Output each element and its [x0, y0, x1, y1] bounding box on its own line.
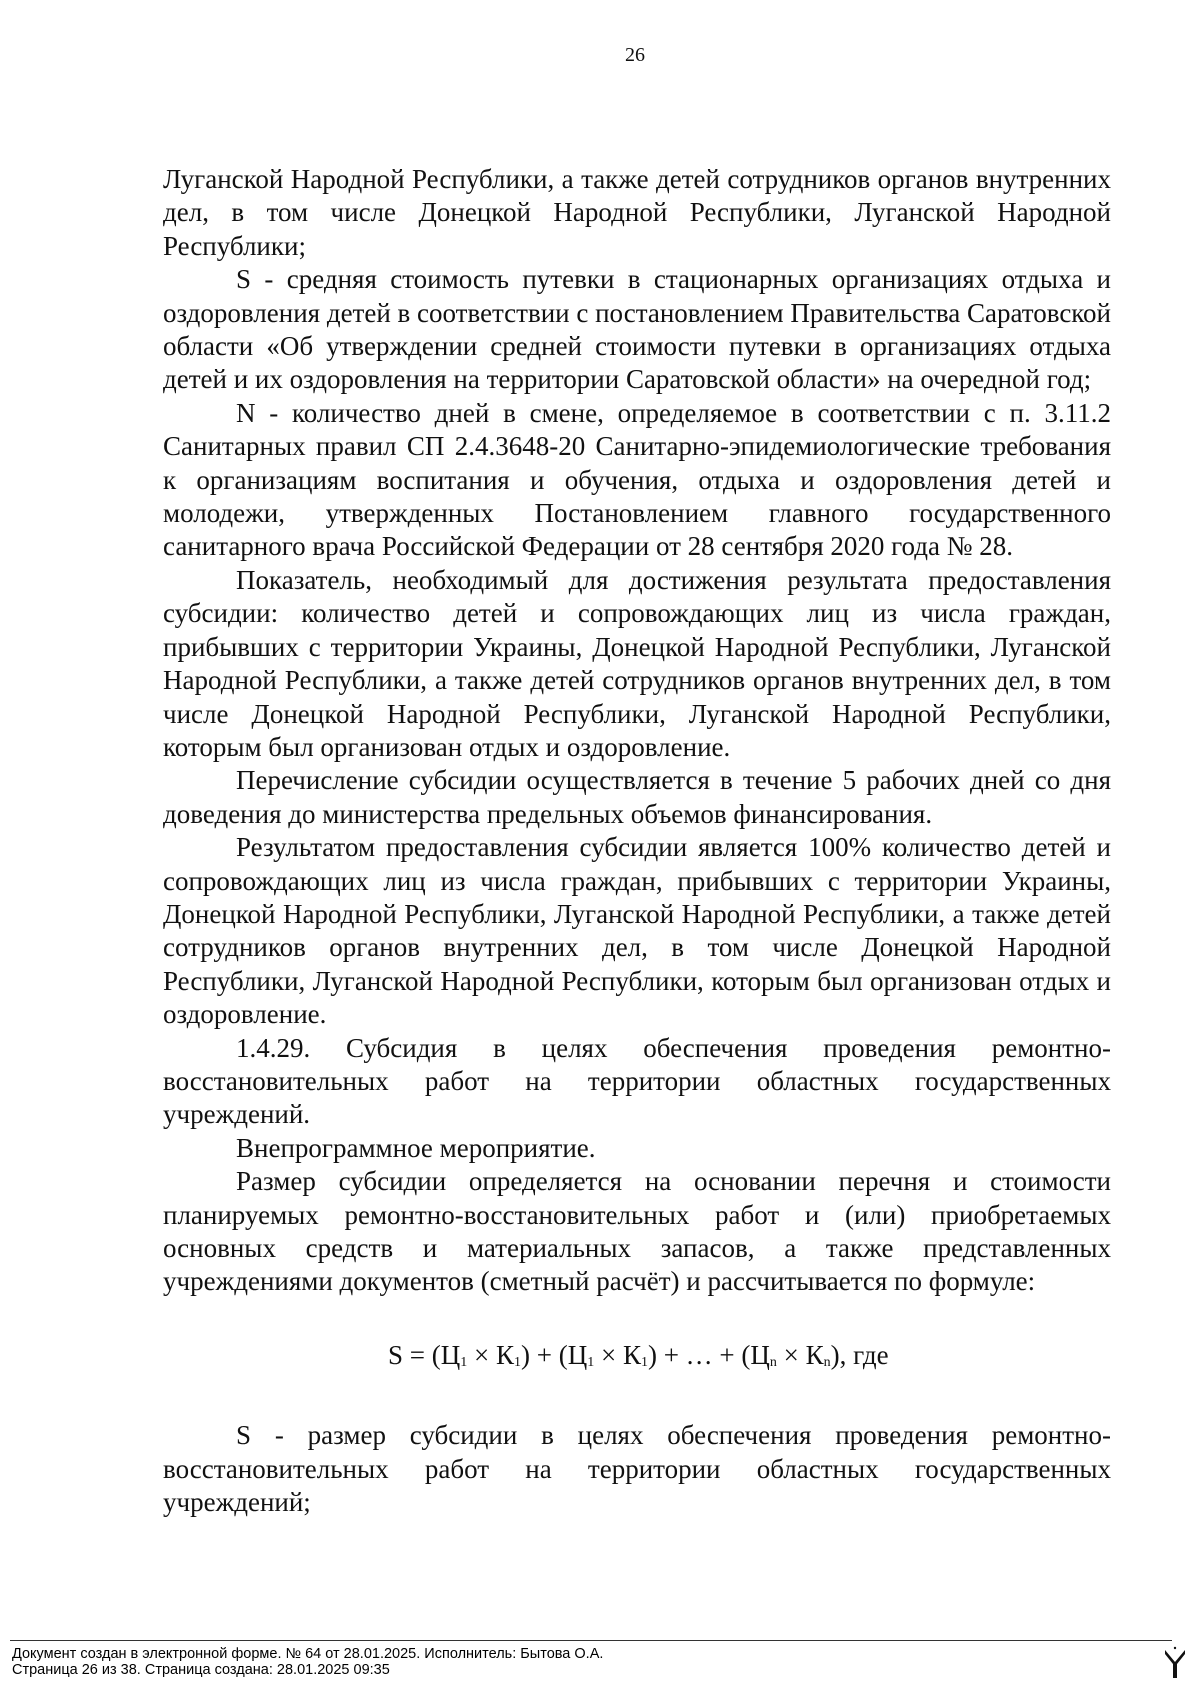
- paragraph-section-1-4-29: 1.4.29. Субсидия в целях обеспечения проведения ремонтно-восстановительных работ на территории областных государственных учреждений.: [163, 1032, 1111, 1130]
- emblem-icon: [1163, 1646, 1187, 1680]
- formula: $S = (Ц_1 \times К_1) + (Ц_1 \times К_1)$ + … + $(Ц_n \times К_n)$, где: [388, 1339, 889, 1370]
- paragraph-subsidy-size: Размер субсидии определяется на основании перечня и стоимости планируемых ремонтно-восстановительных работ и (или) приобретаемых основных средств и материальных запасов, а также представленных учреждениями документов (сметный расчёт) и рассчитывается по формуле:: [163, 1166, 1111, 1297]
- document-body: [163, 163, 1111, 1519]
- paragraph-result: Результатом предоставления субсидии является 100% количество детей и сопровождающих лиц из числа граждан, прибывших с территории Украины, Донецкой Народной Республики, Луганской Народной Республики, а также детей сотрудников органов внутренних дел, в том числе Донецкой Народной Республики, Луганской Народной Республики, которым был организован отдых и оздоровление.: [163, 832, 1111, 1030]
- paragraph-indicator: Показатель, необходимый для достижения результата предоставления субсидии: количество детей и сопровождающих лиц из числа граждан, прибывших с территории Украины, Донецкой Народной Республики, Луганской Народной Республики, а также детей сотрудников органов внутренних дел, в том числе Донецкой Народной Республики, Луганской Народной Республики, которым был организован отдых и оздоровление.: [163, 564, 1111, 762]
- paragraph-s-subsidy-definition: S - размер субсидии в целях обеспечения проведения ремонтно-восстановительных работ на территории областных государственных учреждений;: [163, 1420, 1111, 1518]
- footer-divider: [10, 1640, 1172, 1641]
- paragraph-non-program: Внепрограммное мероприятие.: [236, 1132, 596, 1163]
- paragraph-s-definition: S - средняя стоимость путевки в стационарных организациях отдыха и оздоровления детей в соответствии с постановлением Правительства Саратовской области «Об утверждении средней стоимости путевки в организациях отдыха детей и их оздоровления на территории Саратовской области» на очередной год;: [163, 264, 1111, 395]
- footer-line-1: Документ создан в электронной форме. № 64 от 28.01.2025. Исполнитель: Бытова О.А.: [12, 1646, 604, 1662]
- footer: [12, 1646, 603, 1678]
- footer-line-2: Страница 26 из 38. Страница создана: 28.01.2025 09:35: [12, 1662, 390, 1678]
- page-number: 26: [625, 44, 645, 66]
- paragraph-n-definition: N - количество дней в смене, определяемое в соответствии с п. 3.11.2 Санитарных правил СП 2.4.3648-20 Санитарно-эпидемиологические требования к организациям воспитания и обучения, отдыха и оздоровления детей и молодежи, утвержденных Постановлением главного государственного санитарного врача Российской Федерации от 28 сентября 2020 года № 28.: [163, 397, 1111, 562]
- paragraph-transfer: Перечисление субсидии осуществляется в течение 5 рабочих дней со дня доведения до министерства предельных объемов финансирования.: [163, 765, 1111, 829]
- paragraph-continuation: Луганской Народной Республики, а также детей сотрудников органов внутренних дел, в том числе Донецкой Народной Республики, Луганской Народной Республики;: [163, 164, 1111, 261]
